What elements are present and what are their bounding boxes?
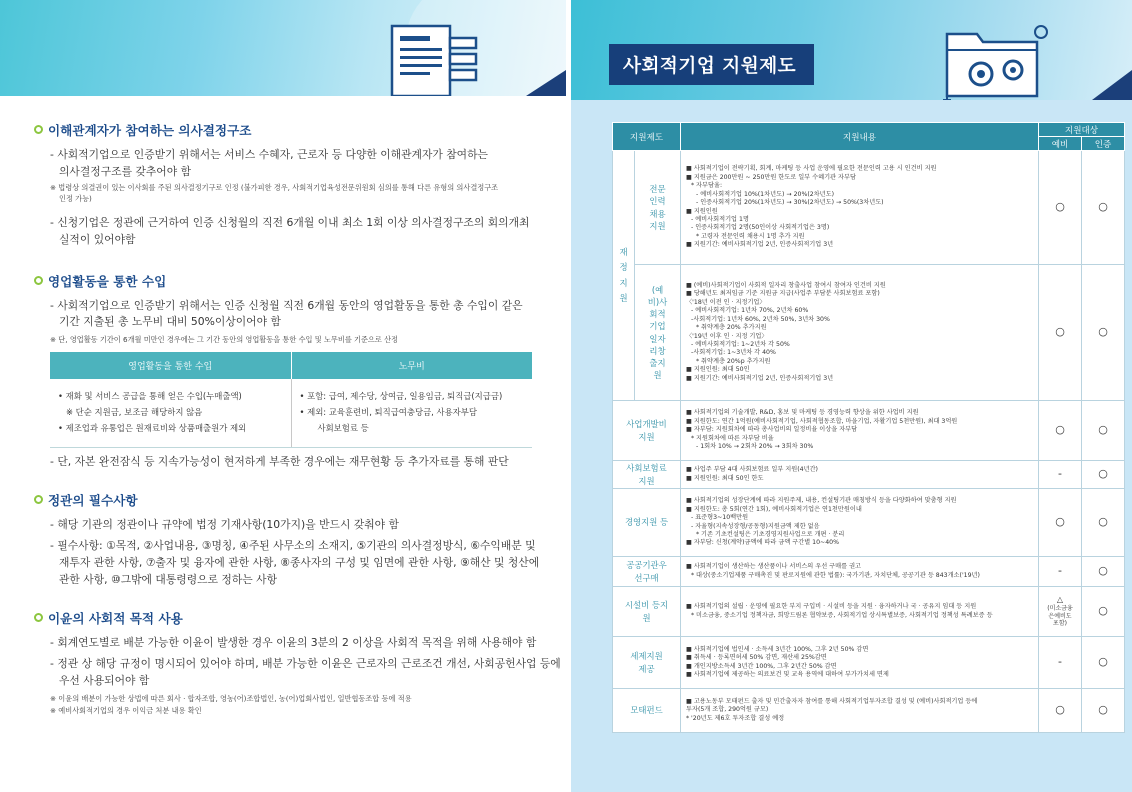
row-content — [681, 489, 1039, 557]
content-line: ■ 취득세 · 등록면허세 50% 감면, 재산세 25%감면 — [686, 654, 827, 662]
category-label: (예비)사회적기업일자리창출지원 — [647, 284, 668, 381]
category-label: 공공기관우선구매 — [626, 560, 667, 583]
list-item: 사회보험료 등 — [317, 422, 369, 433]
content-line: * 대상(중소기업제품 구매촉진 및 판로지원에 관한 법률): 국가기관, 자치단체, 공공기관 등 843개소('19년) — [691, 571, 980, 579]
content-line: ■ 지원금은 200만원 ~ 250만원 한도로 일부 수혜기관 자부담 — [686, 173, 856, 181]
row-category: 경영지원 등 — [613, 489, 681, 557]
section-title-text: 이해관계자가 참여하는 의사결정구조 — [48, 123, 252, 138]
content-line: ■ 지원인원: 최대 50인 — [686, 366, 750, 374]
triangle-mark: △ — [1056, 595, 1064, 605]
text-line: 의사결정구조를 갖추어야 함 — [59, 164, 192, 178]
content-line: ■ 고용노동부 모태펀드 출자 및 민간출자자 참여를 통해 사회적기업투자조합 결성 및 (예비)사회적기업 등에 — [686, 697, 978, 705]
content-line: 투자(5개 조합, 290억원 규모) — [686, 706, 769, 714]
content-line: ■ 사회적기업의 설립 · 운영에 필요한 부지 구입비 · 시설비 등을 지원 · 융자하거나 국 · 공유지 임대 등 지원 — [686, 603, 977, 611]
row-category — [613, 637, 681, 689]
cert-mark: ○ — [1082, 557, 1125, 587]
right-banner — [571, 0, 1132, 100]
section-bullet-icon — [34, 125, 43, 134]
content-line: ■ (예비)사회적기업이 사회적 일자리 창출사업 참여시 참여자 인건비 지원 — [686, 281, 886, 289]
list-item: • 제외: 교육훈련비, 퇴직급여충당금, 사용자부담 — [299, 406, 477, 417]
note — [50, 183, 534, 205]
content-line: * 취약계층 20% 추가지원 — [696, 324, 767, 332]
group-finance — [613, 151, 635, 401]
content-line: * 자부담율: — [691, 182, 723, 190]
banner-corner-accent — [1092, 70, 1132, 100]
content-line: ■ 사회적기업의 성장단계에 따라 지원주제, 내용, 컨설팅기관 매칭방식 등을 다양화하여 맞춤형 지원 — [686, 497, 957, 505]
category-label: 시설비 등지원 — [624, 600, 669, 623]
document-icon — [378, 20, 488, 96]
list-item: • 재화 및 서비스 공급을 통해 얻은 수입(누매출액) — [58, 390, 242, 401]
paragraph — [50, 656, 561, 689]
content-line: - 예비사회적기업: 1~2년차 각 50% — [691, 340, 790, 348]
category-label: 전문인력채용지원 — [649, 184, 666, 231]
content-line: * 미소금융, 중소기업 정책자금, 희망드림론 협약보증, 사회적기업 상시특별보증, 사회적기업 정책성 특례보증 등 — [691, 611, 993, 619]
header-content: 지원내용 — [681, 123, 1039, 151]
header-system: 지원제도 — [613, 123, 681, 151]
pre-mark: - — [1039, 461, 1082, 489]
cert-mark: ○ — [1082, 689, 1125, 733]
row-content — [681, 151, 1039, 265]
category-label: 사업개발비지원 — [626, 419, 667, 442]
content-line: ■ 사회적기업이 생산하는 생산품이나 서비스의 우선 구매를 권고 — [686, 563, 862, 571]
text-line: 실적이 있어야함 — [59, 232, 136, 246]
category-label: 세제지원제공 — [630, 651, 663, 674]
paragraph: - 회계연도별로 배분 가능한 이윤이 발생한 경우 이윤의 3분의 2 이상을 사회적 목적을 위해 사용해야 함 — [50, 636, 537, 650]
list-item: ※ 단순 지원금, 보조금 해당하지 않음 — [66, 406, 203, 417]
text-line: - 필수사항: ①목적, ②사업내용, ③명칭, ④주된 사무소의 소재지, ⑤기관의 의사결정방식, ⑥수익배분 및 — [50, 539, 536, 553]
table-header-income: 영업활동을 통한 수입 — [50, 352, 291, 379]
content-line: - 예비사회적기업 10%(1차년도) → 20%(2차년도) — [696, 190, 835, 198]
cert-mark: ○ — [1082, 265, 1125, 401]
row-category — [613, 557, 681, 587]
right-page — [571, 0, 1132, 792]
content-line: 〈'18년 이전 인 · 지정기업〉 — [686, 298, 766, 306]
income-labor-table — [50, 352, 532, 448]
cert-mark: ○ — [1082, 151, 1125, 265]
pre-mark: - — [1039, 637, 1082, 689]
section-title-profit-use — [34, 608, 534, 627]
content-line: * '20년도 제6호 투자조합 결성 예정 — [686, 714, 785, 722]
cert-mark: ○ — [1082, 587, 1125, 637]
content-line: ■ 지원인원 — [686, 207, 718, 215]
paragraph: - 해당 기관의 정관이나 규약에 법정 기재사항(10가지)을 반드시 갖춰야 함 — [50, 518, 399, 532]
content-line: - 표준형3~10백만원 — [691, 514, 749, 522]
content-line: ■ 사회적기업의 기술개발, R&D, 홍보 및 마케팅 등 경영능력 향상을 위한 사업비 지원 — [686, 409, 919, 417]
cert-mark: ○ — [1082, 401, 1125, 461]
banner-corner-accent — [526, 70, 566, 96]
note: ※ 단, 영업활동 기간이 6개월 미만인 경우에는 그 기간 동안의 영업활동을 통한 수입 및 노무비를 기준으로 산정 — [50, 335, 398, 344]
category-label: 사회보험료지원 — [626, 463, 667, 486]
text-line: ※ 법령상 의결권이 있는 이사회를 주된 의사결정기구로 인정 (불가피한 경우, 사회적기업육성전문위원회 심의를 통해 다른 유형의 의사결정구조 — [50, 183, 499, 193]
row-content — [681, 461, 1039, 489]
row-category: 모태펀드 — [613, 689, 681, 733]
pre-mark: ○ — [1039, 265, 1082, 401]
text-line: 인정 가능) — [59, 194, 92, 204]
paragraph: - 단, 자본 완전잠식 등 지속가능성이 현저하게 부족한 경우에는 재무현황 등 추가자료를 통해 판단 — [50, 454, 509, 468]
row-content — [681, 401, 1039, 461]
pre-mark: ○ — [1039, 401, 1082, 461]
section-bullet-icon — [34, 276, 43, 285]
row-category — [635, 265, 681, 401]
content-line: -사회적기업: 1~3년차 각 40% — [691, 349, 776, 357]
content-line: - 자율형(지속성장형/공동형)지원금액 제한 없음 — [691, 522, 820, 530]
text-line: 우선 사용되어야 함 — [59, 673, 150, 687]
row-content — [681, 557, 1039, 587]
text-line: 기간 지출된 총 노무비 대비 50%이상이어야 함 — [59, 315, 281, 329]
pre-mark — [1039, 587, 1082, 637]
pre-mark: ○ — [1039, 489, 1082, 557]
text-line: - 신청기업은 정관에 근거하여 인증 신청월의 직전 6개월 이내 최소 1회 이상 의사결정구조의 회의개최 — [50, 216, 530, 230]
content-line: - 예비사회적기업: 1년차 70%, 2년차 60% — [691, 307, 809, 315]
text-line: 재투자 관한 사항, ⑦출자 및 융자에 관한 사항, ⑧종사자의 구성 및 임면에 관한 사항, ⑨해산 및 청산에 — [59, 555, 540, 569]
content-line: ■ 사회적기업이 전략기획, 회계, 마케팅 등 사업 운영에 필요한 전문인력 고용 시 인건비 지원 — [686, 165, 937, 173]
section-title-articles — [34, 490, 534, 509]
paragraph — [50, 298, 534, 331]
content-line: - 인증사회적기업 20%(1차년도) → 30%(2차년도) → 50%(3차년도) — [696, 199, 884, 207]
pre-mark: ○ — [1039, 151, 1082, 265]
content-line: ■ 지원한도: 총 5회(연간 1회), 예비사회적기업은 연1천만원이내 — [686, 505, 862, 513]
content-line: * 기존 기초컨설팅은 기초경영지원사업으로 개편 · 분리 — [696, 530, 845, 538]
note: ※ 예비사회적기업의 경우 이익금 처분 내용 확인 — [50, 706, 202, 716]
content-line: ■ 지원인원: 최대 50인 한도 — [686, 474, 764, 482]
row-content — [681, 587, 1039, 637]
content-line: * 지원회차에 따른 자부담 비율 — [691, 434, 774, 442]
text-line: - 정관 상 해당 규정이 명시되어 있어야 하며, 배분 가능한 이윤은 근로자의 근로조건 개선, 사회공헌사업 등에 — [50, 657, 561, 671]
income-cell — [50, 379, 291, 447]
content-line: ■ 지원한도: 연간 1억원(예비사회적기업, 사회적협동조합, 마을기업, 자활기업 5천만원), 최대 3억원 — [686, 417, 958, 425]
text-line: - 사회적기업으로 인증받기 위해서는 서비스 수혜자, 근로자 등 다양한 이해관계자가 참여하는 — [50, 148, 488, 161]
section-title-text: 이윤의 사회적 목적 사용 — [48, 611, 183, 627]
content-line: - 인증사회적기업 2명(50인이상 사회적기업은 3명) — [691, 224, 830, 232]
left-banner — [0, 0, 566, 96]
content-line: ■ 지원기간: 예비사회적기업 2년, 인증사회적기업 3년 — [686, 374, 834, 382]
group-label: 재정지원 — [619, 247, 628, 303]
content-line: ■ 자부담: 신청(계약)금액에 따라 금액 구간별 10~40% — [686, 539, 839, 547]
header-target: 지원대상 — [1039, 123, 1125, 137]
row-content — [681, 689, 1039, 733]
text-line: 관한 사항, ⑩그밖에 대통령령으로 정하는 사항 — [59, 572, 278, 586]
paragraph — [50, 215, 534, 248]
content-line: ■ 자부담: 지원회차에 따라 총사업비의 일정비율 이상을 자부담 — [686, 426, 858, 434]
row-category — [613, 587, 681, 637]
cert-mark: ○ — [1082, 637, 1125, 689]
content-line: - 예비사회적기업 1명 — [691, 215, 749, 223]
paragraph — [50, 538, 540, 588]
left-content — [34, 120, 561, 723]
text-line: - 사회적기업으로 인증받기 위해서는 인증 신청월 직전 6개월 동안의 영업활동을 통한 총 수입이 같은 — [50, 298, 523, 312]
content-line: * 고령자 전문인력 채용시 1명 추가 지원 — [696, 232, 805, 240]
folder-gear-icon — [937, 16, 1057, 100]
row-content — [681, 637, 1039, 689]
header-pre: 예비 — [1039, 137, 1082, 151]
content-line: - 1회차 10% → 2회차 20% → 3회차 30% — [696, 443, 814, 451]
cert-mark: ○ — [1082, 489, 1125, 557]
pre-mark: ○ — [1039, 689, 1082, 733]
list-item: • 포함: 급여, 제수당, 상여금, 일용임금, 퇴직급(지급금) — [299, 390, 503, 401]
content-line: ■ 사회적기업에 제공하는 의료보건 및 교육 용역에 대하여 부가가치세 면제 — [686, 670, 889, 678]
row-category — [635, 151, 681, 265]
section-title-operating-income — [34, 271, 534, 290]
row-category — [613, 401, 681, 461]
content-line: ■ 지원기간: 예비사회적기업 2년, 인증사회적기업 3년 — [686, 241, 834, 249]
list-item: • 제조업과 유통업은 원재료비와 상품매출원가 제외 — [58, 422, 247, 433]
note: ※ 이윤의 배분이 가능한 상법에 따른 회사 · 합자조합, 영농(어)조합법인, 농(어)업회사법인, 일반협동조합 등에 적용 — [50, 693, 412, 703]
row-category — [613, 461, 681, 489]
page-title: 사회적기업 지원제도 — [609, 44, 814, 85]
content-line: * 취약계층 20%p 추가지원 — [696, 357, 771, 365]
content-line: ■ 개인지방소득세 3년간 100%, 그후 2년간 50% 감면 — [686, 662, 837, 670]
section-title-text: 정관의 필수사항 — [48, 493, 138, 509]
paragraph — [50, 147, 534, 180]
section-bullet-icon — [34, 613, 43, 622]
labor-cell — [291, 379, 532, 447]
row-content — [681, 265, 1039, 401]
pre-mark: - — [1039, 557, 1082, 587]
content-line: ■ 당해년도 최저임금 기준 지원금 지급(사업주 부담분 사회보험료 포함) — [686, 290, 880, 298]
content-line: ■ 사회적기업에 법인세 · 소득세 3년간 100%, 그후 2년 50% 감면 — [686, 645, 869, 653]
section-title-decision-structure — [34, 120, 534, 139]
pre-note: (미소금융은예비도포함) — [1047, 605, 1073, 628]
table-header-labor: 노무비 — [291, 352, 532, 379]
section-bullet-icon — [34, 495, 43, 504]
content-line: 〈'19년 이후 인 · 지정 기업〉 — [686, 332, 768, 340]
section-title-text: 영업활동을 통한 수입 — [48, 273, 167, 289]
content-line: -사회적기업: 1년차 60%, 2년차 50%, 3년차 30% — [691, 315, 830, 323]
content-line: ■ 사업주 부담 4대 사회보험료 일부 지원(4년간) — [686, 466, 818, 474]
header-cert: 인증 — [1082, 137, 1125, 151]
support-system-table — [612, 122, 1125, 733]
cert-mark: ○ — [1082, 461, 1125, 489]
